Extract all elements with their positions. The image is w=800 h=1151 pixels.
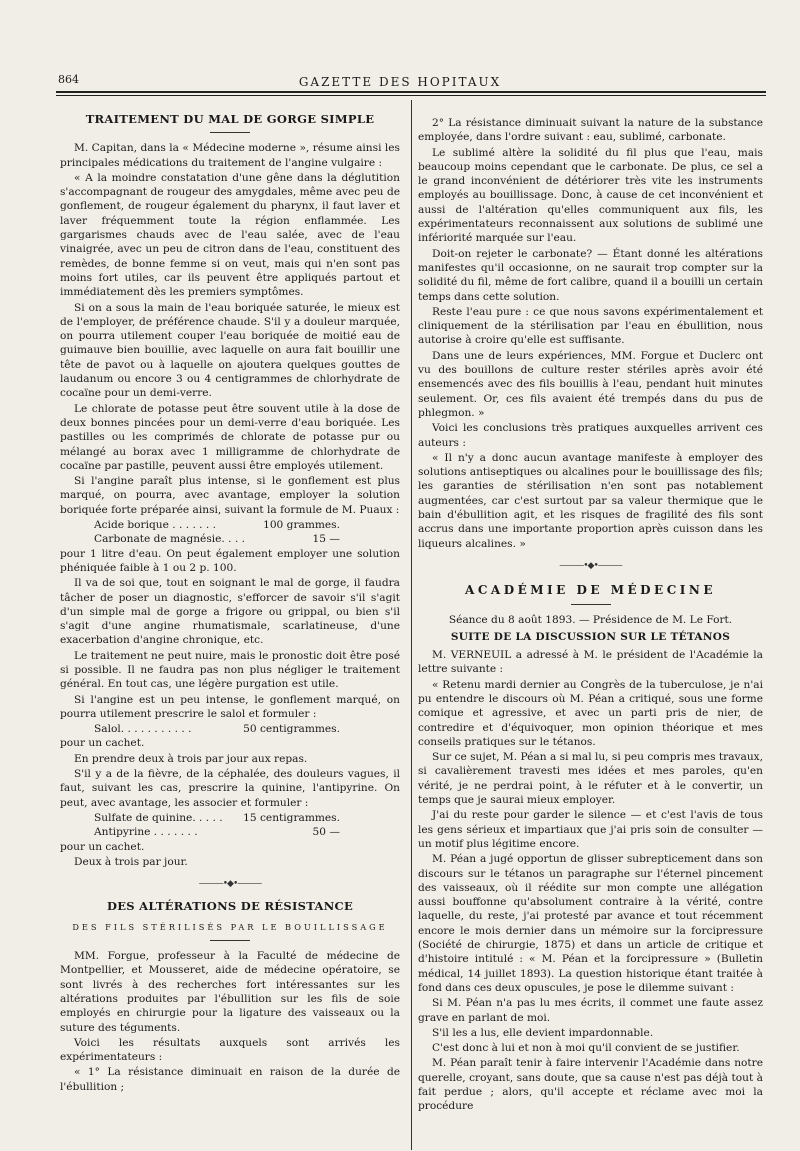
subsection-title: SUITE DE LA DISCUSSION SUR LE TÉTANOS bbox=[450, 630, 731, 643]
formula-ingredient: Antipyrine . . . . . . . bbox=[94, 826, 198, 839]
article-title: TRAITEMENT DU MAL DE GORGE SIMPLE bbox=[85, 112, 375, 126]
paragraph: Doit-on rejeter le carbonate? — Étant donné les altérations manifestes qu'il occasionne, on ne saurait trop compter sur la solidité du fil, même de fort calibre, quand il a bouilli un certain temps dans cette solution. bbox=[418, 247, 763, 303]
formula-ingredient: Salol. . . . . . . . . . . bbox=[94, 723, 192, 736]
paragraph: « Il n'y a donc aucun avantage manifeste à employer des solutions antiseptiques ou alcalines pour le bouillissage des fils; les garanties de stérilisation n'en sont pas notablement augmentées, car c'est surtout par sa valeur thermique que le bain d'ébullition agit, et les risques de fragilité des fils sont accrus dans une importante proportion après cuisson dans les liqueurs alcalines. » bbox=[418, 451, 763, 550]
article-subtitle: DES FILS STÉRILISÉS PAR LE BOUILLISSAGE bbox=[72, 921, 388, 932]
formula-ingredient: Carbonate de magnésie. . . . bbox=[94, 533, 245, 546]
paragraph: pour 1 litre d'eau. On peut également employer une solution phéniquée faible à 1 ou 2 p. 100. bbox=[60, 547, 400, 574]
paragraph: S'il les a lus, elle devient impardonnable. bbox=[432, 1026, 654, 1039]
seance-line: Séance du 8 août 1893. — Présidence de M. Le Fort. bbox=[448, 613, 733, 626]
header-rule-thick bbox=[56, 91, 766, 93]
paragraph: J'ai du reste pour garder le silence — et c'est l'avis de tous les gens sérieux et impartiaux que j'ai pris soin de consulter — un motif plus légitime encore. bbox=[418, 809, 763, 850]
paragraph: Sur ce sujet, M. Péan a si mal lu, si peu compris mes travaux, si cavalièrement travesti mes idées et mes paroles, qu'en vérité, je ne perdrai point, à le réfuter et à le convertir, un temps que je saurai mieux employer. bbox=[418, 751, 763, 807]
formula-quantity: 50 centigrammes. bbox=[243, 723, 340, 736]
paragraph: En prendre deux à trois par jour aux repas. bbox=[74, 752, 308, 765]
paragraph: Le traitement ne peut nuire, mais le pronostic doit être posé si possible. Il ne faudra pas non plus négliger le traitement général. En tout cas, une légère purgation est utile. bbox=[60, 649, 400, 691]
paragraph: Reste l'eau pure : ce que nous savons expérimentalement et cliniquement de la stérilisation par l'eau en ébullition, nous autorise à croire qu'elle est suffisante. bbox=[418, 305, 763, 347]
paragraph: Il va de soi que, tout en soignant le mal de gorge, il faudra tâcher de poser un diagnostic, s'efforcer de savoir s'il s'agit d'un simple mal de gorge a frigore ou grippal, ou bien s'il s'agit d'une angine rhumatismale, scarlatineuse, d'une exacerbation d'angine chronique, etc. bbox=[60, 577, 400, 647]
formula-ingredient: Sulfate de quinine. . . . . bbox=[94, 811, 223, 824]
paragraph: pour un cachet. bbox=[60, 737, 145, 750]
paragraph: MM. Forgue, professeur à la Faculté de médecine de Montpellier, et Mousseret, aide de médecine opératoire, se sont livrés à des recherches fort intéressantes sur les altérations produites par l'ébullition sur les fils de soie employés en chirurgie pour la ligature des vaisseaux ou la suture des téguments. bbox=[60, 950, 400, 1034]
paragraph: Si l'angine paraît plus intense, si le gonflement est plus marqué, on pourra, avec avantage, employer la solution boriquée forte préparée ainsi, suivant la formule de M. Puaux : bbox=[60, 475, 400, 516]
paragraph: « 1° La résistance diminuait en raison de la durée de l'ébullition ; bbox=[60, 1066, 400, 1093]
paragraph: M. Péan a jugé opportun de glisser subrepticement dans son discours sur le tétanos un paragraphe sur l'éternel pincement des vaisseaux, où il réédite sur mon compte une allégation aussi bouffonne qu'absolument contraire à la vérité, contre laquelle, du reste, j'ai protesté par avance et tout récemment encore le mois dernier dans un mémoire sur la forcipressure (Société de chirurgie, 1875) et dans un article de critique et d'histoire intitulé : « M. Péan et la forcipressure » (Bulletin médical, 14 juillet 1893). La question historique étant traitée à fond dans ces deux opuscules, je pose le dilemme suivant : bbox=[418, 853, 763, 994]
formula-line bbox=[60, 825, 400, 839]
paragraph: « Retenu mardi dernier au Congrès de la tuberculose, je n'ai pu entendre le discours où M. Péan a critiqué, sous une forme comique et agressive, et avec un parti pris de nier, de contredire et d'équivoquer, mon opinion théorique et mes conseils pratiques sur le tétanos. bbox=[418, 678, 763, 748]
formula-ingredient: Acide borique . . . . . . . bbox=[94, 519, 217, 532]
paragraph: « A la moindre constatation d'une gêne dans la déglutition s'accompagnant de rougeur des amygdales, même avec peu de gonflement, de rougeur également du pharynx, il faut laver et laver fréquemment toute la région enflammée. Les gargarismes chauds avec de l'eau salée, avec de l'eau vinaigrée, avec un peu de citron dans de l'eau, constituent des remèdes, de bonne femme si on veut, mais qui n'en sont pas moins fort utiles, car ils peuvent être appliqués partout et immédiatement dès les premiers symptômes. bbox=[60, 171, 400, 299]
right-column bbox=[418, 116, 763, 1147]
page-number: 864 bbox=[58, 73, 79, 86]
paragraph: Voici les conclusions très pratiques auxquelles arrivent ces auteurs : bbox=[418, 422, 763, 449]
section-ornament: ———•◆•——— bbox=[559, 560, 622, 571]
paragraph: M. Péan paraît tenir à faire intervenir l'Académie dans notre querelle, croyant, sans doute, que sa cause n'est pas déjà tout à fait perdue ; alors, qu'il accepte et réclame avec moi la procédure bbox=[418, 1057, 763, 1113]
paragraph: M. VERNEUIL a adressé à M. le président de l'Académie la lettre suivante : bbox=[418, 649, 763, 676]
paragraph: Deux à trois par jour. bbox=[74, 855, 188, 868]
paragraph: M. Capitan, dans la « Médecine moderne », résume ainsi les principales médications du traitement de l'angine vulgaire : bbox=[60, 142, 400, 169]
paragraph: Le chlorate de potasse peut être souvent utile à la dose de deux bonnes pincées pour un demi-verre d'eau boriquée. Les pastilles ou les comprimés de chlorate de potasse pur ou mélangé au borax avec 1 milligramme de chlorhydrate de cocaïne par pastille, peuvent aussi être employés utilement. bbox=[60, 402, 400, 472]
formula-line bbox=[60, 518, 400, 532]
formula-quantity: 15 — bbox=[312, 533, 340, 546]
title-rule bbox=[210, 940, 250, 941]
paragraph: 2° La résistance diminuait suivant la nature de la substance employée, dans l'ordre suivant : eau, sublimé, carbonate. bbox=[418, 117, 763, 144]
header-rule-thin bbox=[56, 95, 766, 96]
formula-line bbox=[60, 722, 400, 736]
paragraph: S'il y a de la fièvre, de la céphalée, des douleurs vagues, il faut, suivant les cas, prescrire la quinine, l'antipyrine. On peut, avec avantage, les associer et formuler : bbox=[60, 768, 400, 809]
paragraph: Si l'angine est un peu intense, le gonflement marqué, on pourra utilement prescrire le salol et formuler : bbox=[60, 693, 400, 720]
section-title: ACADÉMIE DE MÉDECINE bbox=[465, 583, 716, 598]
paragraph: Si on a sous la main de l'eau boriquée saturée, le mieux est de l'employer, de préférence chaude. S'il y a douleur marquée, on pourra utilement couper l'eau boriquée de moitié eau de guimauve bien bouillie, avec laquelle on aura fait bouillir une tête de pavot ou à laquelle on ajoutera quelques gouttes de laudanum ou encore 3 ou 4 centigrammes de chlorhydrate de cocaïne pour un demi-verre. bbox=[60, 301, 400, 400]
paragraph: Le sublimé altère la solidité du fil plus que l'eau, mais beaucoup moins cependant que le carbonate. De plus, ce sel a le grand inconvénient de détériorer très vite les instruments employés au bouillissage. Donc, à cause de cet inconvénient et aussi de l'altération qu'elles communiquent aux fils, les expérimentateurs reconnaissent aux solutions de sublimé une infériorité marquée sur l'eau. bbox=[418, 146, 763, 245]
title-rule bbox=[210, 132, 250, 133]
formula-line bbox=[60, 532, 400, 546]
column-divider bbox=[411, 100, 412, 1150]
paragraph: C'est donc à lui et non à moi qu'il convient de se justifier. bbox=[432, 1042, 740, 1055]
paragraph: Voici les résultats auxquels sont arrivés les expérimentateurs : bbox=[60, 1036, 400, 1064]
formula-quantity: 50 — bbox=[312, 826, 340, 839]
formula-quantity: 100 grammes. bbox=[263, 519, 340, 532]
section-ornament: ———•◆•——— bbox=[198, 879, 262, 890]
paragraph: pour un cachet. bbox=[60, 840, 145, 853]
article-title: DES ALTÉRATIONS DE RÉSISTANCE bbox=[106, 899, 354, 914]
formula-quantity: 15 centigrammes. bbox=[243, 811, 340, 824]
formula-line bbox=[60, 811, 400, 825]
title-rule bbox=[571, 604, 611, 605]
paragraph: Si M. Péan n'a pas lu mes écrits, il commet une faute assez grave en parlant de moi. bbox=[418, 997, 763, 1024]
paragraph: Dans une de leurs expériences, MM. Forgue et Duclerc ont vu des bouillons de culture rester stériles après avoir été ensemencés avec des fils bouillis à l'eau, pendant huit minutes seulement. Or, ces fils avaient été trempés dans du pus de phlegmon. » bbox=[418, 349, 763, 419]
left-column bbox=[60, 112, 400, 1147]
running-title: GAZETTE DES HOPITAUX bbox=[298, 75, 502, 89]
